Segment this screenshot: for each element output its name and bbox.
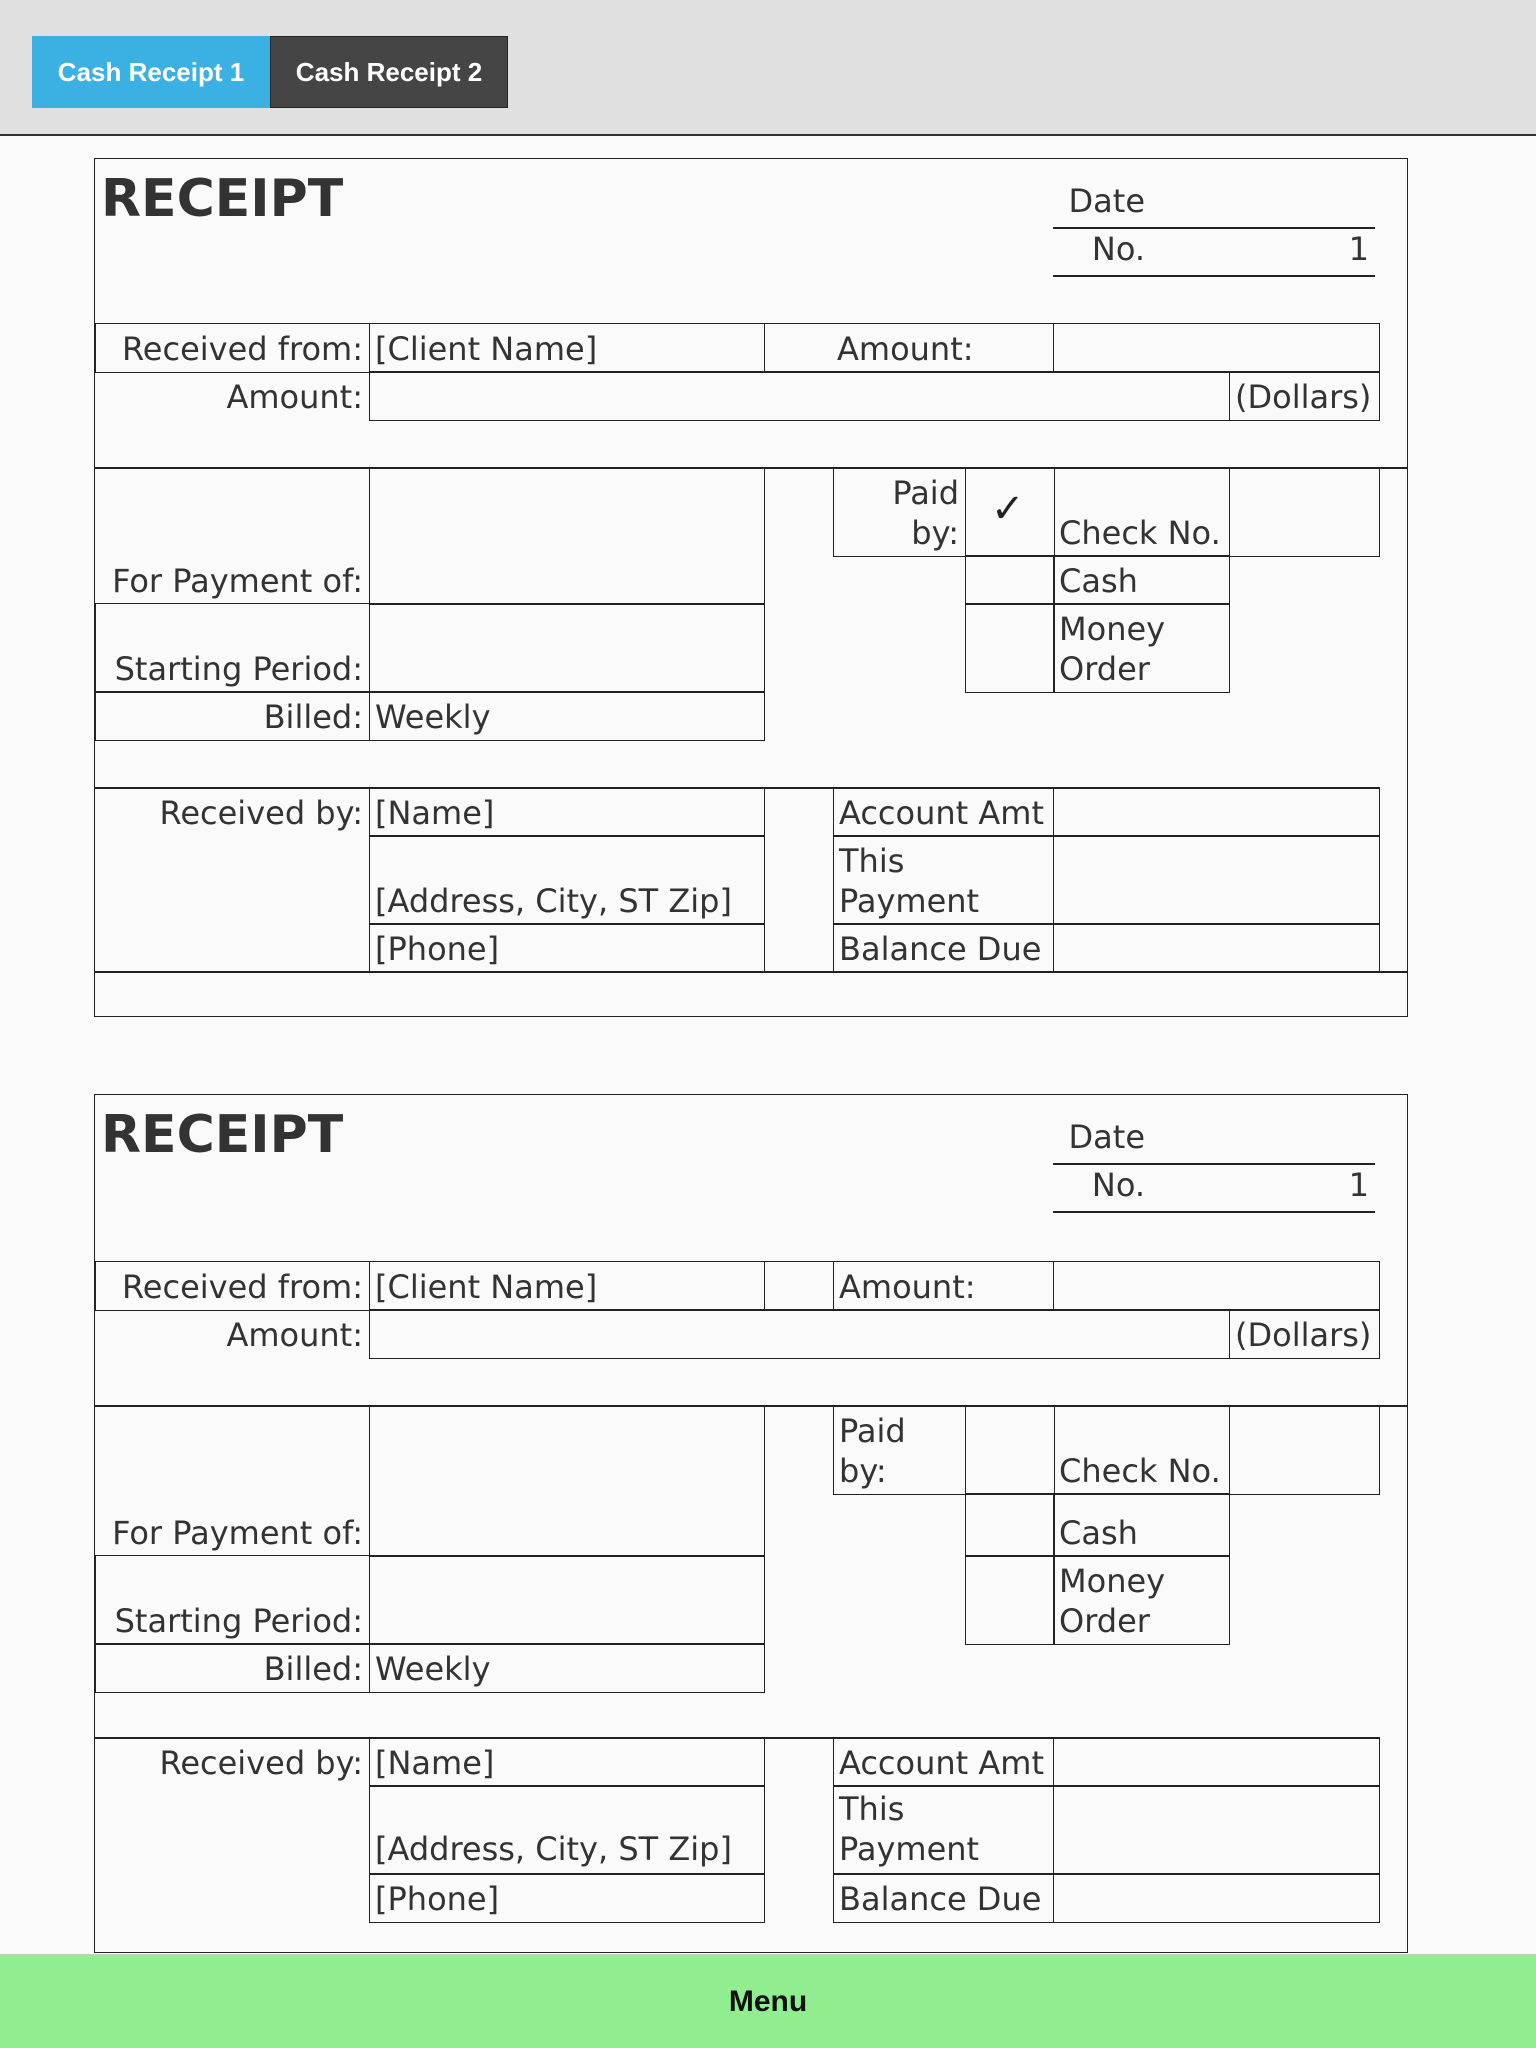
paid-by-label-2: by:	[839, 1452, 887, 1490]
received-by-label: Received by:	[159, 1744, 363, 1782]
balance-due-label: Balance Due	[839, 1880, 1042, 1918]
cash-label: Cash	[1059, 1514, 1138, 1552]
receipt-no-value[interactable]: 1	[1348, 1166, 1369, 1204]
paid-by-label-2: by:	[911, 514, 959, 552]
menu-button[interactable]: Menu	[0, 1954, 1536, 2048]
checkmark-icon[interactable]: ✓	[991, 486, 1025, 532]
billed-label: Billed:	[263, 1650, 363, 1688]
received-by-address-field[interactable]: [Address, City, ST Zip]	[375, 882, 732, 920]
cash-label: Cash	[1059, 562, 1138, 600]
account-amt-label: Account Amt	[839, 1744, 1044, 1782]
amount-words-label: Amount:	[226, 378, 363, 416]
this-payment-label: This	[839, 842, 905, 880]
amount-label: Amount:	[839, 1268, 976, 1306]
received-by-phone-field[interactable]: [Phone]	[375, 930, 500, 968]
received-by-label: Received by:	[159, 794, 363, 832]
money-order-label-2: Order	[1059, 650, 1150, 688]
date-label: Date	[1068, 1118, 1145, 1156]
receipt-form	[94, 158, 1408, 1017]
account-amt-label: Account Amt	[839, 794, 1044, 832]
tab-cash-receipt-1[interactable]: Cash Receipt 1	[32, 36, 270, 108]
money-order-label: Money	[1059, 1562, 1166, 1600]
this-payment-label-2: Payment	[839, 882, 980, 920]
received-from-field[interactable]: [Client Name]	[375, 330, 598, 368]
receipt-no-label: No.	[1091, 1166, 1145, 1204]
paid-by-label: Paid	[839, 1412, 906, 1450]
check-no-label: Check No.	[1059, 514, 1221, 552]
money-order-label: Money	[1059, 610, 1166, 648]
amount-label: Amount:	[837, 330, 974, 368]
starting-period-label: Starting Period:	[114, 650, 363, 688]
balance-due-label: Balance Due	[839, 930, 1042, 968]
received-from-label: Received from:	[121, 1268, 363, 1306]
receipt-no-value[interactable]: 1	[1348, 230, 1369, 268]
tab-bar	[0, 0, 1536, 136]
for-payment-label: For Payment of:	[112, 1514, 363, 1552]
for-payment-label: For Payment of:	[112, 562, 363, 600]
receipt-no-label: No.	[1091, 230, 1145, 268]
date-label: Date	[1068, 182, 1145, 220]
dollars-label: (Dollars)	[1235, 1316, 1372, 1354]
received-from-field[interactable]: [Client Name]	[375, 1268, 598, 1306]
billed-label: Billed:	[263, 698, 363, 736]
received-by-name-field[interactable]: [Name]	[375, 1744, 495, 1782]
received-by-name-field[interactable]: [Name]	[375, 794, 495, 832]
starting-period-label: Starting Period:	[114, 1602, 363, 1640]
receipt-title: RECEIPT	[101, 1105, 344, 1165]
billed-field[interactable]: Weekly	[375, 1650, 491, 1688]
receipt-form	[94, 1094, 1408, 1953]
this-payment-label-2: Payment	[839, 1830, 980, 1868]
received-by-address-field[interactable]: [Address, City, ST Zip]	[375, 1830, 732, 1868]
this-payment-label: This	[839, 1790, 905, 1828]
received-by-phone-field[interactable]: [Phone]	[375, 1880, 500, 1918]
sheet-viewport	[0, 138, 1536, 1918]
amount-words-label: Amount:	[226, 1316, 363, 1354]
receipt-title: RECEIPT	[101, 169, 344, 229]
billed-field[interactable]: Weekly	[375, 698, 491, 736]
received-from-label: Received from:	[121, 330, 363, 368]
paid-by-label: Paid	[892, 474, 959, 512]
dollars-label: (Dollars)	[1235, 378, 1372, 416]
tab-cash-receipt-2[interactable]: Cash Receipt 2	[270, 36, 508, 108]
money-order-label-2: Order	[1059, 1602, 1150, 1640]
check-no-label: Check No.	[1059, 1452, 1221, 1490]
